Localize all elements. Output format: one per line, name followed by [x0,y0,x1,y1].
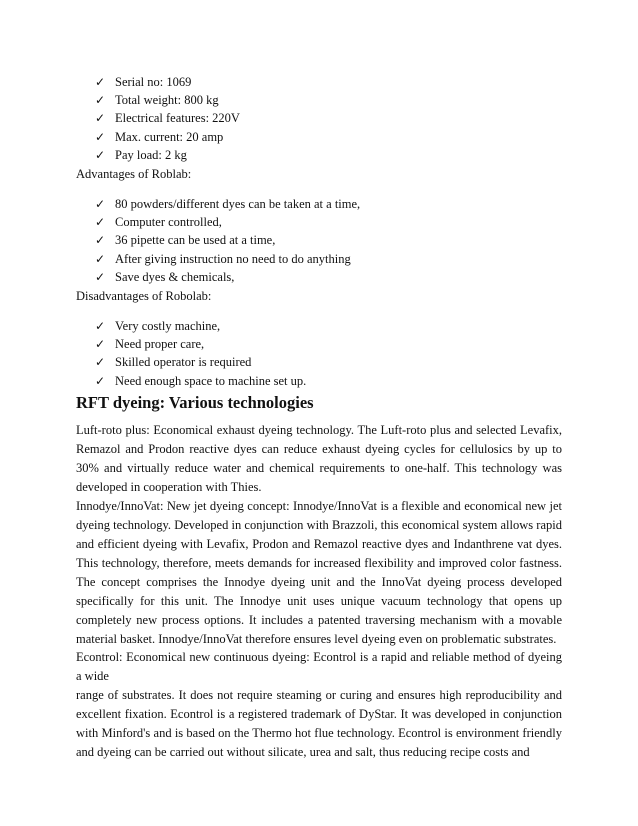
list-item: ✓ Save dyes & chemicals, [95,268,360,286]
paragraph-luft-roto: Luft-roto plus: Economical exhaust dyeing technology. The Luft-roto plus and selected Levafix, Remazol and Prodon reactive dyes can reduce exhaust dyeing cycles for cellulosics by up to 30% and virtually reduce water and chemical requirements to one-half. This technology was developed in cooperation with Thies. [76,423,562,494]
section-heading: RFT dyeing: Various technologies [76,393,314,412]
checkmark-icon: ✓ [95,373,106,388]
list-item: ✓ Need proper care, [95,335,306,353]
disadvantages-list [95,317,306,390]
list-item: ✓ Need enough space to machine set up. [95,372,306,390]
checkmark-icon: ✓ [95,251,106,266]
advantages-list [95,195,360,286]
specs-list [95,73,240,164]
checkmark-icon: ✓ [95,75,106,89]
checkmark-icon: ✓ [95,337,106,352]
paragraph-econtrol-body: range of substrates. It does not require steaming or curing and ensures high reproducibility and excellent fixation. Econtrol is a registered trademark of DyStar. It was developed in conjunction with Minford's and is based on the Thermo hot flue technology. Econtrol is environment friendly and dyeing can be carried out without silicate, urea and salt, thus reducing recipe costs and [76,688,562,759]
list-item: ✓ Max. current: 20 amp [95,128,240,146]
checkmark-icon: ✓ [95,197,106,211]
checkmark-icon: ✓ [95,111,106,126]
list-item: ✓ Electrical features: 220V [95,109,240,127]
list-item: ✓ Very costly machine, [95,317,306,335]
list-item: ✓ Serial no: 1069 [95,73,240,91]
advantages-label: Advantages of Roblab: [76,167,192,181]
paragraph-innodye: Innodye/InnoVat: New jet dyeing concept: Innodye/InnoVat is a flexible and economical new jet dyeing technology. Developed in conjunction with Brazzoli, this economical system allows rapid and efficient dyeing with Levafix, Prodon and Remazol reactive dyes and Indanthrene vat dyes. This technology, therefore, meets demands for increased flexibility and improved color fastness. The concept comprises the Innodye dyeing unit and the InnoVat dyeing process developed specifically for this unit. The Innodye unit uses unique vacuum technology that opens up completely new process options. It includes a patented traversing mechanism with a movable material basket. Innodye/InnoVat therefore ensures level dyeing even on problematic substrates. [76,499,562,646]
checkmark-icon: ✓ [95,129,106,144]
list-item: ✓ 36 pipette can be used at a time, [95,231,360,249]
list-item: ✓ Computer controlled, [95,213,360,231]
checkmark-icon: ✓ [95,147,106,162]
checkmark-icon: ✓ [95,93,106,108]
list-item: ✓ Skilled operator is required [95,353,306,371]
list-item: ✓ Pay load: 2 kg [95,146,240,164]
list-item: ✓ Total weight: 800 kg [95,91,240,109]
list-item: ✓ 80 powders/different dyes can be taken at a time, [95,195,360,213]
checkmark-icon: ✓ [95,269,106,284]
paragraph-econtrol-intro: Econtrol: Economical new continuous dyeing: Econtrol is a rapid and reliable method of dyeing a wide [76,650,562,683]
checkmark-icon: ✓ [95,319,106,333]
checkmark-icon: ✓ [95,215,106,230]
list-item: ✓ After giving instruction no need to do anything [95,250,360,268]
checkmark-icon: ✓ [95,233,106,248]
disadvantages-label: Disadvantages of Robolab: [76,289,212,303]
checkmark-icon: ✓ [95,355,106,370]
